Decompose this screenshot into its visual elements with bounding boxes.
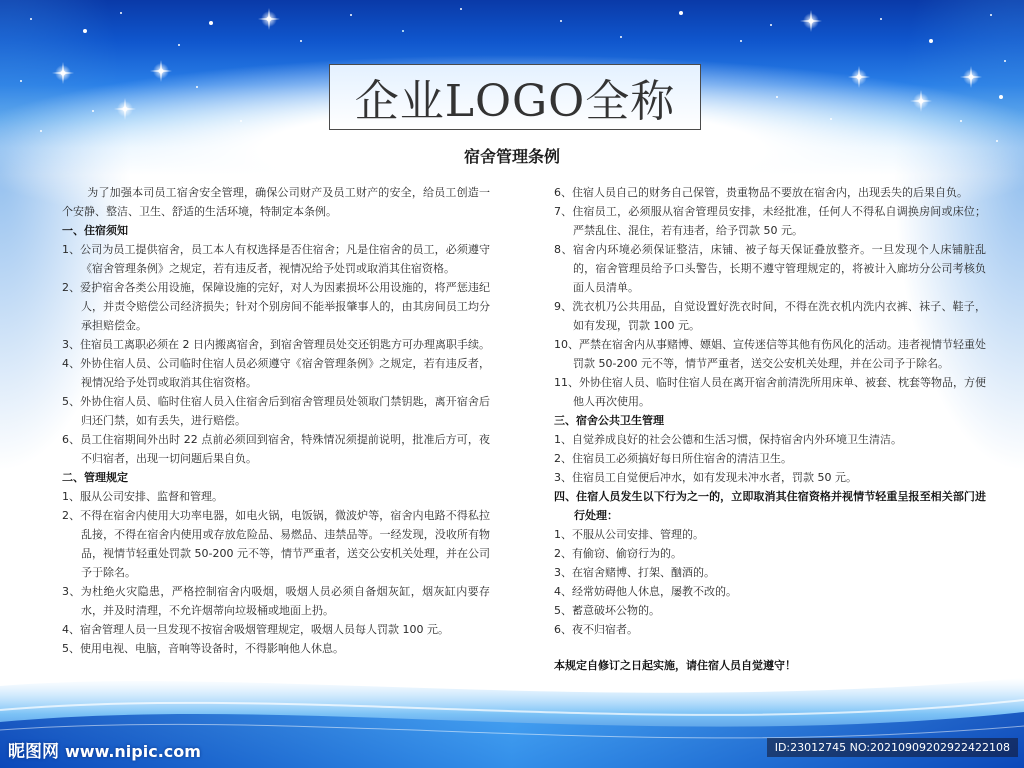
- rule-item: 2、有偷窃、偷窃行为的。: [554, 547, 682, 560]
- watermark-site-name: 昵图网: [8, 742, 59, 762]
- rule-item: 2、爱护宿舍各类公用设施，保障设施的完好，对人为因素损坏公用设施的，将严惩违纪人，并责令赔偿公司经济损失；针对个别房间不能举报肇事人的，由其房间员工均分承担赔偿金。: [62, 281, 490, 332]
- rule-item: 5、外协住宿人员、临时住宿人员入住宿舍后到宿舍管理员处领取门禁钥匙，离开宿舍后归还门禁，如有丢失，进行赔偿。: [62, 395, 490, 427]
- rule-item: 6、住宿人员自己的财务自己保管，贵重物品不要放在宿舍内，出现丢失的后果自负。: [554, 186, 968, 199]
- rule-item: 5、蓄意破坏公物的。: [554, 604, 660, 617]
- sparkle-icon: [52, 62, 74, 84]
- rule-item: 1、不服从公司安排、管理的。: [554, 528, 704, 541]
- sparkle-icon: [848, 66, 870, 88]
- left-column: [62, 183, 490, 658]
- rule-item: 6、夜不归宿者。: [554, 623, 638, 636]
- rule-item: 3、为杜绝火灾隐患，严格控制宿舍内吸烟，吸烟人员必须自备烟灰缸，烟灰缸内要存水，并及时清理，不允许烟蒂向垃圾桶或地面上扔。: [62, 585, 490, 617]
- rule-item: 10、严禁在宿舍内从事赌博、嫖娼、宣传迷信等其他有伤风化的活动。违者视情节轻重处罚款 50-200 元不等，情节严重者，送交公安机关处理，并在公司予于除名。: [554, 338, 986, 370]
- rule-item: 11、外协住宿人员、临时住宿人员在离开宿舍前清洗所用床单、被套、枕套等物品，方便他人再次使用。: [554, 376, 986, 408]
- rule-item: 1、公司为员工提供宿舍，员工本人有权选择是否住宿舍；凡是住宿舍的员工，必须遵守《宿舍管理条例》之规定，若有违反者，视情况给予处罚或取消其住宿资格。: [62, 243, 490, 275]
- sparkle-icon: [150, 60, 172, 82]
- section-heading-1: 一、住宿须知: [62, 224, 128, 237]
- section-heading-4: 四、住宿人员发生以下行为之一的，立即取消其住宿资格并视情节轻重呈报至相关部门进行处理：: [554, 490, 986, 522]
- document-title: 宿舍管理条例: [463, 147, 560, 166]
- rule-item: 3、住宿员工自觉便后冲水，如有发现未冲水者，罚款 50 元。: [554, 471, 857, 484]
- intro-paragraph: 为了加强本司员工宿舍安全管理，确保公司财产及员工财产的安全，给员工创造一个安静、整洁、卫生、舒适的生活环境，特制定本条例。: [62, 186, 490, 218]
- sparkle-icon: [114, 98, 136, 120]
- watermark-site-url: www.nipic.com: [65, 742, 201, 761]
- rule-item: 5、使用电视、电脑，音响等设备时，不得影响他人休息。: [62, 642, 344, 655]
- rule-item: 4、经常妨碍他人休息，屡教不改的。: [554, 585, 737, 598]
- rule-item: 9、洗衣机乃公共用品，自觉设置好洗衣时间，不得在洗衣机内洗内衣裤、袜子、鞋子，如有发现，罚款 100 元。: [554, 300, 986, 332]
- sparkle-icon: [910, 90, 932, 112]
- rule-item: 4、宿舍管理人员一旦发现不按宿舍吸烟管理规定，吸烟人员每人罚款 100 元。: [62, 623, 449, 636]
- section-heading-3: 三、宿舍公共卫生管理: [554, 414, 664, 427]
- star-field-decoration: [0, 0, 2, 2]
- rule-item: 3、住宿员工离职必须在 2 日内搬离宿舍，到宿舍管理员处交还钥匙方可办理离职手续。: [62, 338, 490, 351]
- rule-item: 6、员工住宿期间外出时 22 点前必须回到宿舍，特殊情况须提前说明，批准后方可，夜不归宿者，出现一切问题后果自负。: [62, 433, 490, 465]
- rule-item: 2、住宿员工必须搞好每日所住宿舍的清洁卫生。: [554, 452, 792, 465]
- site-watermark: [8, 737, 201, 762]
- footer-note: 本规定自修订之日起实施，请住宿人员自觉遵守！: [554, 659, 796, 672]
- sparkle-icon: [800, 10, 822, 32]
- company-logo-box: [329, 64, 701, 130]
- rule-item: 2、不得在宿舍内使用大功率电器，如电火锅，电饭锅，微波炉等，宿舍内电路不得私拉乱接，不得在宿舍内使用或存放危险品、易燃品、违禁品等。一经发现，没收所有物品，视情节轻重处罚款 50-200 元不等，情节严重者，送交公安机关处理，并在公司予于除名。: [62, 509, 490, 579]
- company-name: 企业LOGO全称: [354, 76, 676, 127]
- rule-item: 1、服从公司安排、监督和管理。: [62, 490, 223, 503]
- image-id-label: ID:23012745 NO:20210909202922422108: [767, 738, 1018, 757]
- rule-item: 7、住宿员工，必须服从宿舍管理员安排，未经批准，任何人不得私自调换房间或床位；严禁乱住、混住，若有违者，给予罚款 50 元。: [554, 205, 986, 237]
- section-heading-2: 二、管理规定: [62, 471, 128, 484]
- rule-item: 8、宿舍内环境必须保证整洁，床铺、被子每天保证叠放整齐。一旦发现个人床铺脏乱的，宿舍管理员给予口头警告，长期不遵守管理规定的，将被计入廊坊分公司考核负面人员清单。: [554, 243, 986, 294]
- sparkle-icon: [960, 66, 982, 88]
- rule-item: 1、自觉养成良好的社会公德和生活习惯，保持宿舍内外环境卫生清洁。: [554, 433, 902, 446]
- rule-item: 3、在宿舍赌博、打架、酗酒的。: [554, 566, 715, 579]
- sparkle-icon: [258, 8, 280, 30]
- rule-item: 4、外协住宿人员、公司临时住宿人员必须遵守《宿舍管理条例》之规定，若有违反者，视情况给予处罚或取消其住宿资格。: [62, 357, 490, 389]
- right-column: [554, 183, 986, 675]
